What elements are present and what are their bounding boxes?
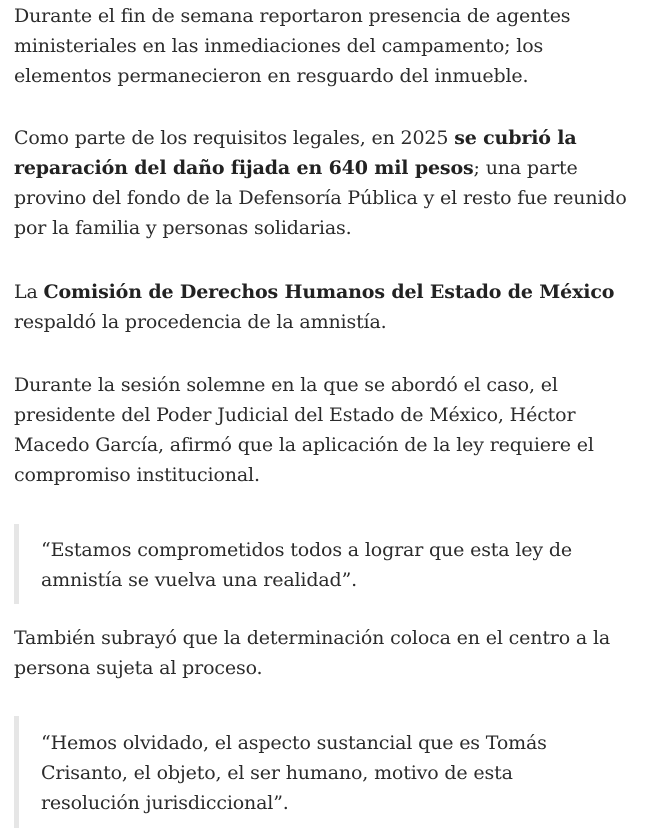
blockquote-tomas-crisanto — [14, 716, 614, 828]
blockquote-compromiso-text: “Estamos comprometidos todos a lograr que esta ley de amnistía se vuelva una realidad”. — [41, 539, 572, 591]
blockquote-compromiso — [14, 524, 614, 604]
paragraph-reparacion-bold: se cubrió la reparación del daño fijada en 640 mil pesos — [14, 127, 577, 179]
paragraph-sesion-solemne: Durante la sesión solemne en la que se abordó el caso, el presidente del Poder Judicial del Estado de México, Héctor Macedo García, afirmó que la aplicación de la ley requiere el compromiso institucional. — [14, 374, 594, 486]
paragraph-reparacion-dano — [14, 123, 640, 243]
paragraph-comision-text-end: respaldó la procedencia de la amnistía. — [14, 311, 387, 333]
paragraph-agentes-ministeriales: Durante el fin de semana reportaron presencia de agentes ministeriales en las inmediaciones del campamento; los elementos permanecieron en resguardo del inmueble. — [14, 5, 571, 87]
paragraph-comision-bold: Comisión de Derechos Humanos del Estado de México — [43, 281, 615, 303]
paragraph-comision-text-start: La — [14, 281, 44, 303]
paragraph-reparacion-text-start: Como parte de los requisitos legales, en 2025 — [14, 127, 455, 149]
paragraph-reparacion-text-end: ; una parte provino del fondo de la Defensoría Pública y el resto fue reunido por la familia y personas solidarias. — [14, 157, 627, 239]
paragraph-determinacion: También subrayó que la determinación coloca en el centro a la persona sujeta al proceso. — [14, 627, 611, 679]
blockquote-tomas-crisanto-text: “Hemos olvidado, el aspecto sustancial que es Tomás Crisanto, el objeto, el ser humano, motivo de esta resolución jurisdiccional”. — [41, 732, 547, 814]
paragraph-comision-derechos-humanos — [14, 277, 640, 337]
